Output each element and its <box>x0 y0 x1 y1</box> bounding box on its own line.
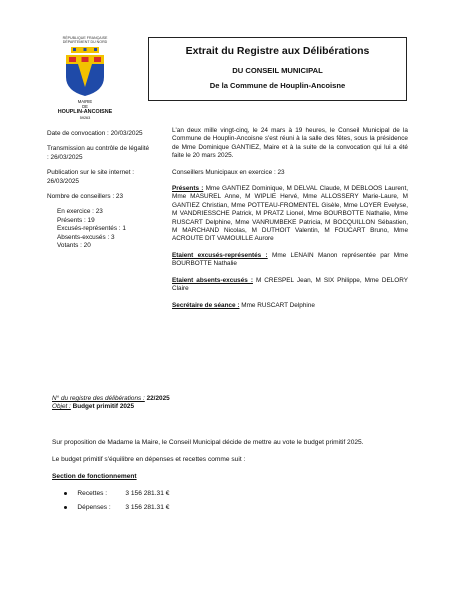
objet-label: Objet : <box>52 403 71 411</box>
presents-label: Présents : <box>172 185 204 193</box>
conseillers-en-exercice: Conseillers Municipaux en exercice : 23 <box>172 168 285 176</box>
secretaire-label: Secrétaire de séance : <box>172 301 240 309</box>
objet-line <box>52 403 170 411</box>
list-item-depenses <box>52 503 408 512</box>
count-excuses-representes: Excusés-représentés : 1 <box>57 225 126 233</box>
document-title: Extrait du Registre aux Délibérations <box>185 45 370 57</box>
bullet-icon <box>64 492 67 495</box>
intro-paragraph: L'an deux mille vingt-cinq, le 24 mars à 19 heures, le Conseil Municipal de la Commune de Houplin-Ancoisne s'est réuni à la salle des fêtes, sous la présidence de Mme Dominique GANTIEZ, Maire et à la suite de la convocation qui lui a été faite le 20 mars 2025. <box>172 127 408 160</box>
excuses-representes-paragraph <box>172 252 408 269</box>
bullet-icon <box>64 506 67 509</box>
deliberation-body <box>52 438 408 517</box>
mairie-label: MAIRIE <box>77 98 93 104</box>
absents-excuses-label: Etaient absents-excusés : <box>172 276 253 284</box>
commune-logo <box>44 36 126 120</box>
secretaire-name: Mme RUSCART Delphine <box>239 301 315 309</box>
member-counts <box>57 208 152 250</box>
count-absents-excuses: Absents-excusés : 3 <box>57 233 115 241</box>
depenses-label: Dépenses : <box>77 504 111 511</box>
registry-number-value: 22/2025 <box>144 395 170 402</box>
balance-paragraph: Le budget primitif s'équilibre en dépenses et recettes comme suit : <box>52 456 246 463</box>
session-details <box>172 127 408 318</box>
convocation-date: Date de convocation : 20/03/2025 <box>47 130 143 137</box>
registry-number-label: N° du registre des délibérations : <box>52 395 145 402</box>
secretaire-paragraph <box>172 302 408 310</box>
transmission-date: Transmission au contrôle de légalité : 26/03/2025 <box>47 145 150 161</box>
list-item-recettes <box>52 489 408 498</box>
absents-excuses-list: M CRESPEL Jean, M SIX Philippe, Mme DELORY Claire <box>172 276 409 293</box>
town-name: HOUPLIN-ANCOISNE <box>57 109 113 116</box>
presents-list: Mme GANTIEZ Dominique, M DELVAL Claude, M DEBLOOS Laurent, Mme MASUREL Anne, M WIPLIE Hervé, Mme ALLOSSERY Marie-Laure, M GANTIEZ Christian, Mme POTTEAU-FROMENTEL Gisèle, Mme LOYER Evelyse, M VANDRIESSCHE Patrick, M PRATZ Lionel, Mme BOURBOTTE Nathalie, Mme RUSCART Delphine, Mme VANRUMBEKE Patricia, M BOCQUILLON Sébastien, M MARCHAND Nicolas, M DUTHOIT Valentin, M FOUCART Bruno, Mme ACROUTE DIT VAMOUILLE Aurore <box>172 185 408 243</box>
count-en-exercice: En exercice : 23 <box>57 208 103 216</box>
de-label: DE <box>82 104 88 110</box>
section-fonctionnement-heading: Section de fonctionnement <box>52 473 137 480</box>
registry-number-line <box>52 395 170 403</box>
recettes-value: 3 156 281.31 € <box>125 490 170 497</box>
recettes-label: Recettes : <box>77 490 108 497</box>
proposal-paragraph: Sur proposition de Madame la Maire, le Conseil Municipal décide de mettre au vote le budget primitif 2025. <box>52 439 364 446</box>
left-info-column <box>47 130 152 250</box>
header-title-box <box>148 37 407 101</box>
count-presents: Présents : 19 <box>57 216 95 224</box>
publication-date: Publication sur le site internet : 26/03/2025 <box>47 169 135 185</box>
republic-line-2: DÉPARTEMENT DU NORD <box>62 40 108 45</box>
postal-code: 59263 <box>79 115 91 120</box>
depenses-value: 3 156 281.31 € <box>125 504 170 511</box>
document-subtitle: DU CONSEIL MUNICIPAL <box>232 66 323 75</box>
absents-excuses-paragraph <box>172 277 408 294</box>
count-votants: Votants : 20 <box>57 242 91 250</box>
coat-of-arms-icon <box>59 47 111 97</box>
excuses-representes-label: Etaient excusés-représentés : <box>172 251 268 259</box>
nombre-conseillers: Nombre de conseillers : 23 <box>47 193 124 201</box>
objet-value: Budget primitif 2025 <box>70 403 135 411</box>
republic-line-1: RÉPUBLIQUE FRANÇAISE <box>62 36 108 40</box>
presents-paragraph <box>172 185 408 244</box>
registry-block <box>52 395 170 412</box>
commune-name: De la Commune de Houplin-Ancoisne <box>209 81 346 90</box>
excuses-representes-list: Mme LENAIN Manon représentée par Mme BOURBOTTE Nathalie <box>172 251 409 268</box>
